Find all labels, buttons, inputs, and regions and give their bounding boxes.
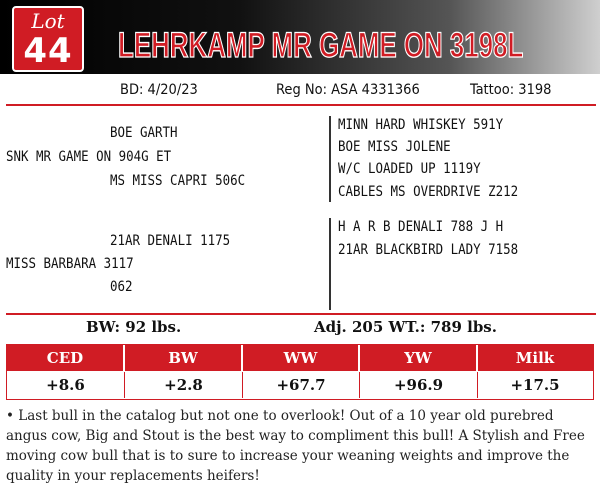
- epd-value-ww: +67.7: [243, 372, 360, 398]
- sire-dam-dam: CABLES MS OVERDRIVE Z212: [338, 184, 519, 200]
- sire-dam-sire: W/C LOADED UP 1119Y: [338, 161, 481, 177]
- epd-table: [6, 344, 594, 400]
- epd-value-yw: +96.9: [360, 372, 478, 398]
- sire-sire-sire: MINN HARD WHISKEY 591Y: [338, 117, 504, 133]
- dam-sire: 21AR DENALI 1175: [110, 233, 231, 249]
- epd-header-row: [7, 345, 593, 371]
- epd-header-ced: CED: [7, 345, 125, 371]
- epd-header-yw: YW: [360, 345, 478, 371]
- dam-sire-dam: 21AR BLACKBIRD LADY 7158: [338, 242, 519, 258]
- lot-number: 44: [23, 31, 73, 71]
- dam-dam: 062: [110, 279, 133, 295]
- tattoo: Tattoo: 3198: [470, 82, 552, 98]
- pedigree-bracket: [329, 218, 331, 310]
- birth-date: BD: 4/20/23: [120, 82, 198, 98]
- epd-value-bw: +2.8: [125, 372, 243, 398]
- epd-value-ced: +8.6: [7, 372, 125, 398]
- epd-header-bw: BW: [125, 345, 243, 371]
- lot-label: Lot: [31, 9, 65, 33]
- epd-header-milk: Milk: [515, 349, 555, 367]
- info-row: [0, 78, 600, 106]
- dam-sire-sire: H A R B DENALI 788 J H: [338, 219, 504, 235]
- sire-name: SNK MR GAME ON 904G ET: [6, 149, 172, 165]
- epd-value-milk: +17.5: [510, 376, 560, 394]
- sire-sire-dam: BOE MISS JOLENE: [338, 139, 451, 155]
- divider: [6, 313, 596, 315]
- registration-number: Reg No: ASA 4331366: [276, 82, 420, 98]
- lot-header: [0, 0, 600, 78]
- dam-name: MISS BARBARA 3117: [6, 256, 134, 272]
- animal-name: LEHRKAMP MR GAME ON 3198L: [118, 26, 524, 65]
- divider: [6, 104, 596, 106]
- lot-badge: [12, 6, 84, 72]
- epd-header-ww: WW: [243, 345, 360, 371]
- lot-comment: • Last bull in the catalog but not one to overlook! Out of a 10 year old purebred angus cow, Big and Stout is the best way to compliment this bull! A Stylish and Free moving cow bull that is to sure to increase your weaning weights and improve the quality in your replacements heifers!: [6, 408, 585, 484]
- sire-sire: BOE GARTH: [110, 125, 178, 141]
- birth-weight: BW: 92 lbs.: [86, 318, 182, 336]
- adjusted-weaning-weight: Adj. 205 WT.: 789 lbs.: [314, 318, 497, 336]
- sire-dam: MS MISS CAPRI 506C: [110, 173, 246, 189]
- pedigree-bracket: [329, 116, 331, 202]
